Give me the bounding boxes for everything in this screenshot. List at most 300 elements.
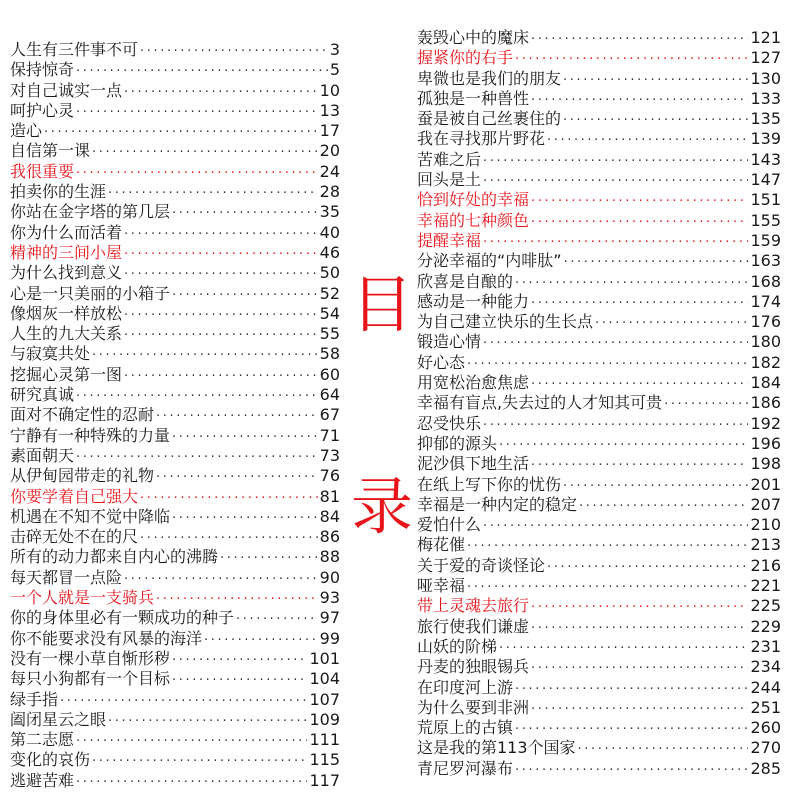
toc-leader-dots (124, 265, 318, 285)
toc-leader-dots (172, 651, 307, 671)
toc-leader-dots (467, 537, 748, 557)
toc-leader-dots (156, 468, 318, 488)
toc-leader-dots (76, 773, 307, 793)
toc-leader-dots (172, 428, 318, 448)
toc-leader-dots (531, 192, 748, 212)
toc-entry-page: 35 (319, 202, 340, 222)
toc-entry-title: 素面朝天 (10, 445, 75, 465)
toc-entry (417, 28, 781, 48)
toc-entry-title: 宁静有一种特殊的力量 (10, 425, 171, 445)
toc-entry-title: 苦难之后 (417, 149, 482, 169)
toc-entry-page: 40 (319, 222, 340, 242)
toc-leader-dots (76, 103, 318, 123)
toc-left-column (10, 40, 340, 791)
toc-entry-page: 198 (750, 454, 781, 474)
toc-entry-page: 184 (750, 373, 781, 393)
toc-leader-dots (531, 294, 748, 314)
toc-entry (10, 527, 340, 547)
toc-leader-dots (467, 355, 748, 375)
toc-entry (417, 251, 781, 271)
toc-leader-dots (595, 314, 748, 334)
toc-entry (10, 365, 340, 385)
toc-entry-title: 你的身体里必有一颗成功的种子 (10, 608, 235, 628)
toc-entry-page: 182 (750, 352, 781, 372)
toc-entry (10, 141, 340, 161)
toc-entry-page: 28 (319, 182, 340, 202)
toc-entry-title: 面对不确定性的忍耐 (10, 405, 155, 425)
toc-entry-page: 225 (750, 596, 781, 616)
toc-entry (10, 568, 340, 588)
toc-entry-title: 欣喜是自酿的 (417, 271, 514, 291)
toc-entry (417, 657, 781, 677)
toc-leader-dots (76, 164, 318, 184)
toc-entry (10, 162, 340, 182)
toc-entry-page: 76 (319, 466, 340, 486)
toc-entry-page: 186 (750, 393, 781, 413)
toc-entry (10, 101, 340, 121)
toc-entry (417, 129, 781, 149)
toc-entry-page: 111 (309, 730, 340, 750)
toc-entry-page: 260 (750, 718, 781, 738)
toc-title-char-1: 目 (350, 268, 413, 341)
toc-entry-title: 在纸上写下你的忧伤 (417, 474, 562, 494)
toc-leader-dots (124, 225, 318, 245)
toc-entry-title: 第二志愿 (10, 730, 75, 750)
toc-right-column (417, 28, 781, 779)
toc-leader-dots (563, 111, 748, 131)
toc-entry-title: 泥沙俱下地生活 (417, 454, 530, 474)
toc-entry (417, 556, 781, 576)
toc-entry (10, 710, 340, 730)
toc-entry-page: 13 (319, 100, 340, 120)
toc-entry-page: 139 (750, 129, 781, 149)
toc-entry (10, 588, 340, 608)
toc-entry-page: 3 (329, 40, 340, 59)
toc-entry (10, 182, 340, 202)
toc-leader-dots (531, 213, 748, 233)
toc-entry (10, 263, 340, 283)
toc-entry-title: 幸福的七种颜色 (417, 210, 530, 230)
toc-entry-title: 没有一棵小草自惭形秽 (10, 648, 171, 668)
toc-entry-title: 好心态 (417, 352, 466, 372)
toc-entry-title: 恰到好处的幸福 (417, 190, 530, 210)
toc-leader-dots (531, 659, 748, 679)
toc-entry-page: 234 (750, 657, 781, 677)
toc-entry (417, 393, 781, 413)
toc-entry-page: 71 (319, 425, 340, 445)
toc-entry-page: 5 (329, 60, 340, 80)
toc-entry-page: 58 (319, 344, 340, 364)
toc-entry (10, 547, 340, 567)
toc-entry-title: 荒原上的古镇 (417, 718, 514, 738)
toc-entry-title: 绿手指 (10, 689, 59, 709)
toc-leader-dots (547, 558, 748, 578)
toc-entry-page: 93 (319, 588, 340, 608)
toc-entry (10, 466, 340, 486)
toc-entry-title: 忍受快乐 (417, 413, 482, 433)
toc-entry (10, 344, 340, 364)
toc-entry-page: 163 (750, 251, 781, 271)
toc-leader-dots (236, 610, 318, 630)
toc-entry-page: 10 (319, 80, 340, 100)
toc-entry (417, 718, 781, 738)
toc-entry-title: 在印度河上游 (417, 677, 514, 697)
toc-entry-title: 逃避苦难 (10, 770, 75, 790)
toc-entry (10, 629, 340, 649)
toc-entry (10, 324, 340, 344)
toc-leader-dots (483, 334, 748, 354)
toc-entry-title: 感动是一种能力 (417, 291, 530, 311)
toc-leader-dots (92, 346, 318, 366)
toc-leader-dots (124, 326, 318, 346)
toc-entry-page: 221 (750, 576, 781, 596)
toc-leader-dots (76, 448, 318, 468)
toc-entry (417, 414, 781, 434)
toc-entry-title: 变化的哀伤 (10, 750, 91, 770)
toc-entry-page: 213 (750, 535, 781, 555)
toc-entry-title: 你站在金字塔的第几层 (10, 202, 171, 222)
toc-leader-dots (108, 184, 318, 204)
toc-entry-title: 抑郁的源头 (417, 433, 498, 453)
toc-leader-dots (76, 387, 318, 407)
toc-entry (10, 771, 340, 791)
toc-leader-dots (483, 517, 748, 537)
toc-entry (10, 81, 340, 101)
toc-entry-page: 20 (319, 141, 340, 161)
toc-entry-page: 84 (319, 506, 340, 526)
toc-entry-page: 133 (750, 88, 781, 108)
toc-leader-dots (108, 712, 307, 732)
toc-entry-title: 卑微也是我们的朋友 (417, 68, 562, 88)
toc-entry-title: 你为什么而活着 (10, 222, 123, 242)
toc-leader-dots (124, 367, 318, 387)
toc-entry (10, 243, 340, 263)
toc-entry-page: 104 (309, 669, 340, 689)
toc-entry (417, 678, 781, 698)
toc-entry-page: 251 (750, 697, 781, 717)
toc-leader-dots (124, 83, 318, 103)
toc-leader-dots (172, 204, 318, 224)
toc-entry (10, 426, 340, 446)
toc-entry (417, 637, 781, 657)
toc-entry (417, 150, 781, 170)
toc-leader-dots (483, 416, 748, 436)
toc-entry-title: 带上灵魂去旅行 (417, 596, 530, 616)
toc-entry (417, 292, 781, 312)
toc-leader-dots (499, 639, 748, 659)
toc-entry-page: 135 (750, 109, 781, 129)
toc-leader-dots (467, 578, 748, 598)
toc-entry (10, 507, 340, 527)
toc-entry (10, 608, 340, 628)
toc-entry (417, 48, 781, 68)
toc-entry-page: 60 (319, 364, 340, 384)
toc-leader-dots (579, 497, 748, 517)
toc-entry-page: 159 (750, 230, 781, 250)
toc-entry-title: 你要学着自己强大 (10, 486, 139, 506)
toc-entry-page: 143 (750, 149, 781, 169)
toc-entry-page: 86 (319, 527, 340, 547)
toc-leader-dots (156, 590, 318, 610)
toc-entry (10, 284, 340, 304)
toc-leader-dots (172, 509, 318, 529)
toc-entry (10, 60, 340, 80)
toc-leader-dots (220, 549, 318, 569)
toc-entry-page: 130 (750, 68, 781, 88)
toc-entry-title: 这是我的第113个国家 (417, 738, 576, 758)
toc-leader-dots (76, 732, 307, 752)
toc-entry-page: 180 (750, 332, 781, 352)
toc-entry-title: 所有的动力都来自内心的沸腾 (10, 547, 219, 567)
toc-entry-title: 对自己诚实一点 (10, 80, 123, 100)
toc-entry (10, 446, 340, 466)
toc-entry-page: 229 (750, 616, 781, 636)
toc-leader-dots (563, 71, 748, 91)
toc-entry (10, 223, 340, 243)
toc-entry (417, 373, 781, 393)
toc-entry-title: 人生的九大关系 (10, 324, 123, 344)
toc-entry-page: 174 (750, 291, 781, 311)
toc-entry (417, 272, 781, 292)
toc-entry-page: 55 (319, 324, 340, 344)
toc-leader-dots (172, 286, 318, 306)
toc-entry-page: 210 (750, 515, 781, 535)
toc-entry-page: 81 (319, 486, 340, 506)
toc-entry (10, 121, 340, 141)
toc-entry (417, 759, 781, 779)
toc-entry-page: 24 (319, 161, 340, 181)
toc-entry-page: 73 (319, 445, 340, 465)
toc-leader-dots (578, 740, 749, 760)
toc-leader-dots (499, 436, 748, 456)
toc-entry-page: 107 (309, 689, 340, 709)
toc-entry-title: 机遇在不知不觉中降临 (10, 506, 171, 526)
toc-entry-page: 176 (750, 312, 781, 332)
toc-entry-page: 207 (750, 494, 781, 514)
toc-leader-dots (483, 152, 748, 172)
toc-entry-title: 哑幸福 (417, 576, 466, 596)
toc-entry-page: 127 (750, 48, 781, 68)
toc-entry (417, 535, 781, 555)
toc-entry (10, 40, 340, 60)
toc-leader-dots (60, 692, 307, 712)
toc-entry (10, 690, 340, 710)
toc-entry (417, 434, 781, 454)
toc-entry-title: 青尼罗河瀑布 (417, 758, 514, 778)
toc-entry-title: 呵护心灵 (10, 100, 75, 120)
toc-leader-dots (483, 172, 748, 192)
toc-entry-title: 与寂寞共处 (10, 344, 91, 364)
toc-leader-dots (531, 700, 748, 720)
toc-leader-dots (515, 720, 748, 740)
toc-leader-dots (564, 253, 749, 273)
toc-entry-page: 147 (750, 170, 781, 190)
toc-entry (10, 750, 340, 770)
toc-entry-page: 52 (319, 283, 340, 303)
toc-entry-page: 216 (750, 555, 781, 575)
toc-leader-dots (515, 680, 748, 700)
toc-entry-title: 为自己建立快乐的生长点 (417, 312, 594, 332)
toc-entry (417, 454, 781, 474)
toc-entry-title: 梅花催 (417, 535, 466, 555)
toc-entry-title: 保持惊奇 (10, 60, 75, 80)
toc-entry (10, 202, 340, 222)
toc-entry (417, 596, 781, 616)
toc-leader-dots (531, 598, 748, 618)
toc-leader-dots (531, 619, 748, 639)
toc-entry (417, 332, 781, 352)
toc-entry-page: 168 (750, 271, 781, 291)
toc-entry-title: 从伊甸园带走的礼物 (10, 466, 155, 486)
toc-leader-dots (156, 407, 318, 427)
toc-entry-title: 握紧你的右手 (417, 48, 514, 68)
toc-leader-dots (483, 233, 748, 253)
toc-entry (417, 353, 781, 373)
toc-leader-dots (76, 62, 328, 82)
toc-leader-dots (124, 245, 318, 265)
toc-entry-title: 阖闭星云之眼 (10, 709, 107, 729)
toc-leader-dots (124, 306, 318, 326)
toc-entry-page: 50 (319, 263, 340, 283)
toc-entry-title: 造心 (10, 121, 43, 141)
toc-entry-page: 109 (309, 709, 340, 729)
toc-entry-page: 151 (750, 190, 781, 210)
toc-entry-title: 为什么要到非洲 (417, 697, 530, 717)
toc-entry (417, 211, 781, 231)
toc-entry (10, 487, 340, 507)
toc-entry (417, 515, 781, 535)
toc-leader-dots (204, 631, 318, 651)
toc-entry (417, 89, 781, 109)
toc-entry-page: 64 (319, 385, 340, 405)
toc-entry-page: 155 (750, 210, 781, 230)
toc-entry (417, 69, 781, 89)
toc-entry-title: 拍卖你的生涯 (10, 182, 107, 202)
toc-entry-page: 192 (750, 413, 781, 433)
toc-entry-page: 244 (750, 677, 781, 697)
toc-leader-dots (515, 761, 748, 781)
toc-entry-title: 轰毁心中的魔床 (417, 28, 530, 47)
toc-entry-title: 研究真诚 (10, 385, 75, 405)
toc-leader-dots (92, 752, 307, 772)
toc-entry-title: 我在寻找那片野花 (417, 129, 546, 149)
toc-entry (417, 312, 781, 332)
toc-entry-title: 丹麦的独眼锡兵 (417, 657, 530, 677)
toc-entry-page: 117 (309, 770, 340, 790)
toc-entry-page: 67 (319, 405, 340, 425)
toc-entry-title: 爱怕什么 (417, 515, 482, 535)
toc-leader-dots (531, 375, 748, 395)
toc-entry-title: 心是一只美丽的小箱子 (10, 283, 171, 303)
toc-entry (417, 170, 781, 190)
toc-entry-title: 像烟灰一样放松 (10, 303, 123, 323)
toc-entry-page: 17 (319, 121, 340, 141)
toc-entry-page: 54 (319, 303, 340, 323)
toc-entry-title: 关于爱的奇谈怪论 (417, 555, 546, 575)
toc-entry-title: 我很重要 (10, 161, 75, 181)
toc-entry-page: 121 (750, 28, 781, 47)
toc-leader-dots (172, 671, 307, 691)
toc-entry (10, 405, 340, 425)
toc-entry-page: 99 (319, 628, 340, 648)
toc-entry-title: 回头是土 (417, 170, 482, 190)
toc-entry-title: 你不能要求没有风暴的海洋 (10, 628, 203, 648)
toc-entry (417, 617, 781, 637)
toc-leader-dots (92, 143, 318, 163)
toc-entry-title: 蚕是被自己丝裹住的 (417, 109, 562, 129)
toc-entry-title: 幸福是一种内定的稳定 (417, 494, 578, 514)
toc-entry-page: 88 (319, 547, 340, 567)
toc-entry (10, 385, 340, 405)
toc-entry-page: 231 (750, 636, 781, 656)
toc-entry-title: 每只小狗都有一个目标 (10, 669, 171, 689)
toc-leader-dots (140, 489, 318, 509)
toc-title-char-2: 录 (350, 470, 413, 543)
toc-entry-title: 山妖的阶梯 (417, 636, 498, 656)
toc-leader-dots (531, 456, 748, 476)
toc-entry-page: 90 (319, 567, 340, 587)
toc-entry (417, 109, 781, 129)
toc-entry-title: 分泌幸福的“内啡肽” (417, 251, 562, 271)
toc-entry (417, 495, 781, 515)
toc-entry-title: 幸福有盲点,失去过的人才知其可贵 (417, 393, 663, 413)
toc-entry-title: 锻造心情 (417, 332, 482, 352)
toc-leader-dots (664, 395, 748, 415)
toc-entry-page: 270 (750, 738, 781, 758)
toc-leader-dots (140, 42, 328, 62)
toc-entry-page: 46 (319, 242, 340, 262)
toc-entry (417, 698, 781, 718)
toc-entry-title: 自信第一课 (10, 141, 91, 161)
toc-entry-title: 为什么找到意义 (10, 263, 123, 283)
toc-leader-dots (563, 477, 748, 497)
toc-leader-dots (515, 274, 748, 294)
toc-leader-dots (44, 123, 318, 143)
toc-entry (417, 475, 781, 495)
toc-leader-dots (124, 570, 318, 590)
toc-entry-title: 提醒幸福 (417, 230, 482, 250)
toc-leader-dots (140, 529, 318, 549)
toc-entry-page: 196 (750, 433, 781, 453)
toc-entry (417, 738, 781, 758)
toc-entry (417, 190, 781, 210)
toc-entry-page: 115 (309, 750, 340, 770)
toc-entry-page: 101 (309, 648, 340, 668)
toc-entry-title: 孤独是一种兽性 (417, 88, 530, 108)
toc-entry-page: 285 (750, 758, 781, 778)
toc-entry (417, 576, 781, 596)
toc-entry-title: 用宽松治愈焦虑 (417, 373, 530, 393)
toc-entry (10, 669, 340, 689)
toc-leader-dots (515, 50, 748, 70)
toc-entry-title: 击碎无处不在的尺 (10, 527, 139, 547)
toc-entry (10, 304, 340, 324)
toc-leader-dots (547, 131, 748, 151)
toc-entry-title: 人生有三件事不可 (10, 40, 139, 59)
toc-entry-page: 201 (750, 474, 781, 494)
toc-entry-title: 一个人就是一支骑兵 (10, 588, 155, 608)
toc-entry-page: 97 (319, 608, 340, 628)
toc-entry-title: 挖掘心灵第一图 (10, 364, 123, 384)
toc-leader-dots (531, 91, 748, 111)
toc-entry (417, 231, 781, 251)
toc-entry-title: 每天都冒一点险 (10, 567, 123, 587)
toc-entry (10, 649, 340, 669)
toc-entry-title: 旅行使我们谦虚 (417, 616, 530, 636)
toc-entry (10, 730, 340, 750)
toc-leader-dots (531, 30, 748, 50)
toc-entry-title: 精神的三间小屋 (10, 242, 123, 262)
